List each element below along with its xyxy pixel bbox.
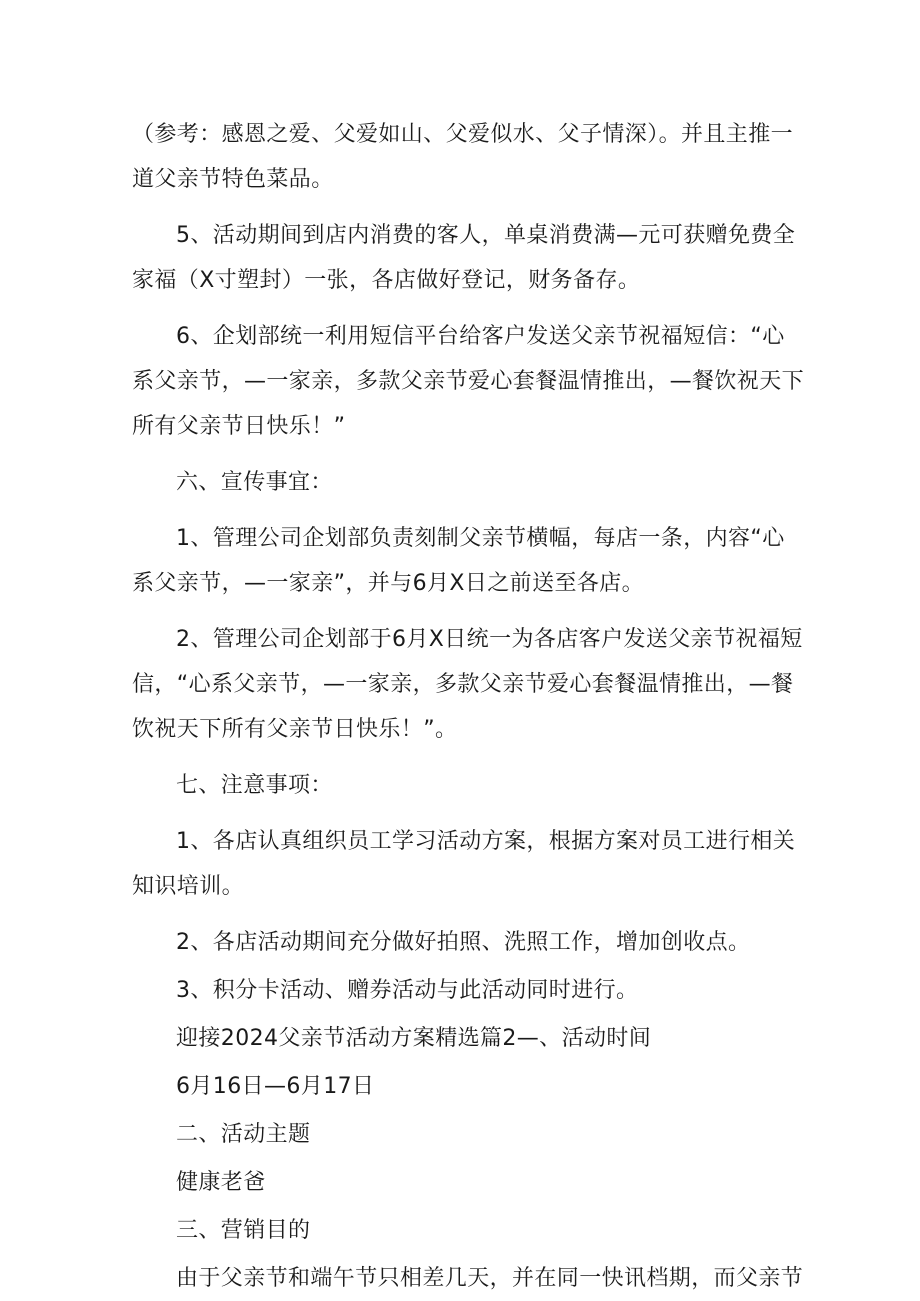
list-item-2: 2、各店活动期间充分做好拍照、洗照工作，增加创收点。 bbox=[176, 930, 751, 955]
paragraph-line: 所有父亲节日快乐！” bbox=[132, 414, 346, 439]
document-body bbox=[132, 112, 805, 1301]
paragraph-line: 信，“心系父亲节，—一家亲，多款父亲节爱心套餐温情推出，—餐 bbox=[132, 672, 794, 697]
section-heading-publicity: 六、宣传事宜： bbox=[176, 470, 333, 495]
paragraph-line: 家福（X寸塑封）一张，各店做好登记，财务备存。 bbox=[132, 268, 641, 293]
list-item-3: 3、积分卡活动、赠券活动与此活动同时进行。 bbox=[176, 978, 639, 1003]
paragraph-line: 知识培训。 bbox=[132, 874, 245, 899]
article-title-line: 迎接2024父亲节活动方案精选篇2—、活动时间 bbox=[176, 1026, 652, 1051]
activity-date: 6月16日—6月17日 bbox=[176, 1074, 375, 1099]
paragraph-line: 由于父亲节和端午节只相差几天，并在同一快讯档期，而父亲节 bbox=[176, 1266, 804, 1291]
paragraph-line: 系父亲节，—一家亲，多款父亲节爱心套餐温情推出，—餐饮祝天下 bbox=[132, 369, 805, 394]
list-item-1: 1、管理公司企划部负责刻制父亲节横幅，每店一条，内容“心 bbox=[176, 526, 785, 551]
list-item-1: 1、各店认真组织员工学习活动方案，根据方案对员工进行相关 bbox=[176, 829, 796, 854]
paragraph-line: 系父亲节，—一家亲”，并与6月X日之前送至各店。 bbox=[132, 571, 645, 596]
section-heading-theme: 二、活动主题 bbox=[176, 1122, 311, 1147]
list-item-2: 2、管理公司企划部于6月X日统一为各店客户发送父亲节祝福短 bbox=[176, 627, 803, 652]
paragraph-line: 道父亲节特色菜品。 bbox=[132, 167, 334, 192]
paragraph-line: 饮祝天下所有父亲节日快乐！”。 bbox=[132, 717, 458, 742]
paragraph-line: （参考：感恩之爱、父爱如山、父爱似水、父子情深）。并且主推一 bbox=[132, 122, 794, 147]
section-heading-goal: 三、营销目的 bbox=[176, 1218, 311, 1243]
list-item-5: 5、活动期间到店内消费的客人，单桌消费满—元可获赠免费全 bbox=[176, 223, 796, 248]
section-heading-notes: 七、注意事项： bbox=[176, 773, 333, 798]
theme-text: 健康老爸 bbox=[176, 1170, 266, 1195]
list-item-6: 6、企划部统一利用短信平台给客户发送父亲节祝福短信：“心 bbox=[176, 324, 785, 349]
